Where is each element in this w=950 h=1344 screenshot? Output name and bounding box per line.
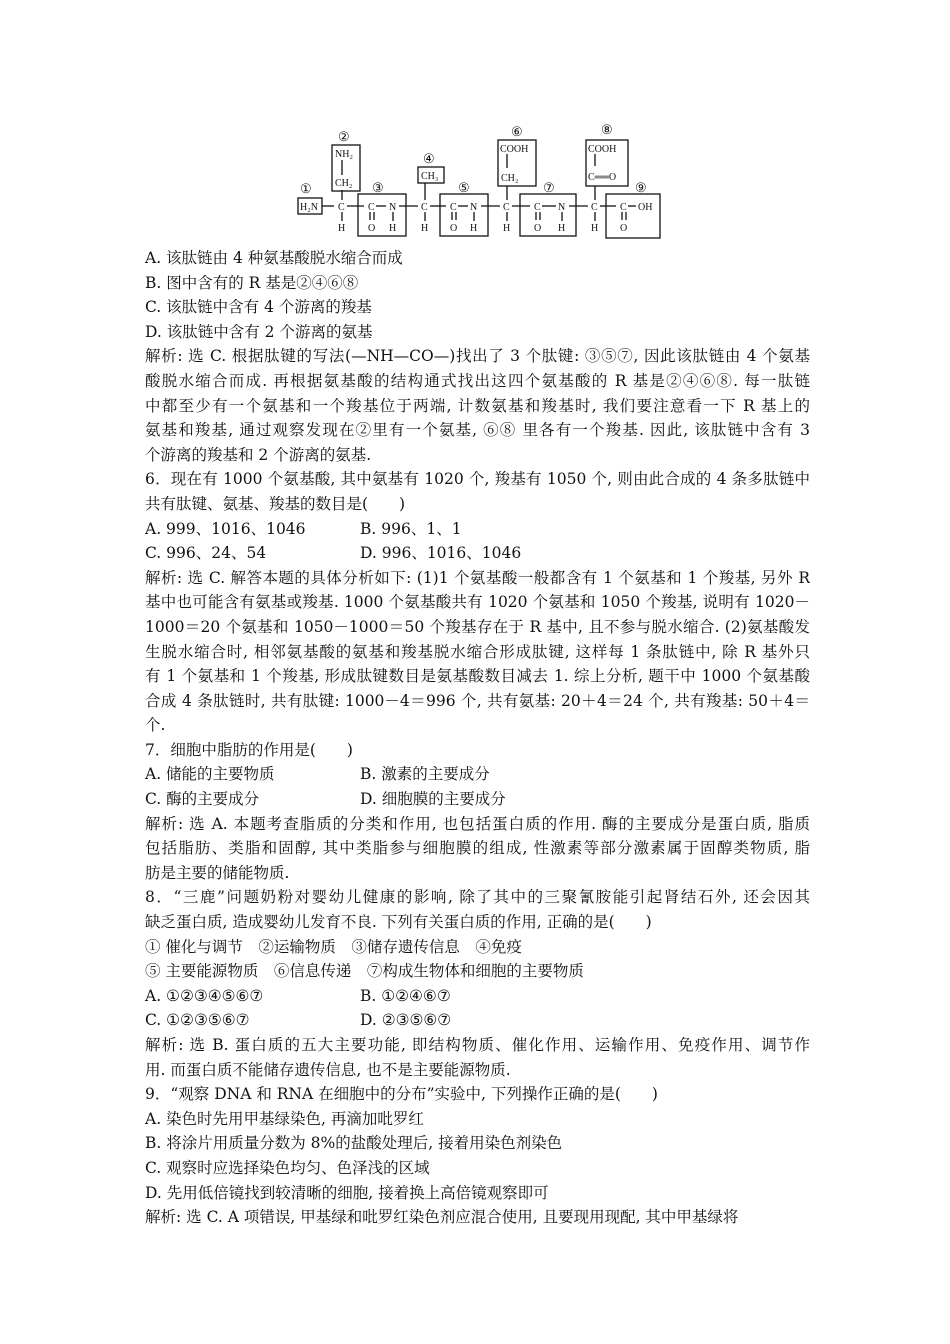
- q8-options-row-2: [145, 1008, 810, 1033]
- q8-option-b: B. ①②④⑥⑦: [360, 986, 451, 1005]
- q6-option-c: C. 996、24、54: [145, 544, 267, 563]
- q8-option-d: D. ②③⑤⑥⑦: [360, 1011, 452, 1030]
- atom-c-1: C: [338, 202, 345, 213]
- atom-n-1: N: [389, 202, 397, 213]
- q8-items-1: ① 催化与调节 ②运输物质 ③储存遗传信息 ④免疫: [145, 937, 522, 956]
- label-7: ⑦: [543, 180, 555, 195]
- q7-options-row-1: [145, 762, 810, 787]
- label-4: ④: [423, 151, 435, 166]
- q6-options-row-2: [145, 541, 810, 566]
- box-7-peptide-bond: [520, 194, 576, 236]
- question-line: 8．“三鹿”问题奶粉对婴幼儿健康的影响, 除了其中的三聚氰胺能引起肾结石外, 还会因其: [145, 888, 810, 907]
- atom-o-2: O: [450, 223, 458, 234]
- atom-n-2: N: [470, 202, 478, 213]
- group-cooh-b: COOH: [588, 144, 617, 155]
- q8-options-row-1: [145, 984, 810, 1009]
- atom-c-5: C: [503, 202, 510, 213]
- q9-analysis: 解析: 选 C. A 项错误, 甲基绿和吡罗红染色剂应混合使用, 且要现用现配, 其中甲基绿将: [145, 1208, 739, 1227]
- atom-c-7: C: [591, 202, 598, 213]
- q8-option-a: A. ①②③④⑤⑥⑦: [145, 986, 264, 1005]
- atom-h-3: H: [421, 223, 429, 234]
- analysis-line: 1000＝20 个氨基和 1050－1000＝50 个羧基存在于 R 基中, 且不参与脱水缩合. (2)氨基酸发: [145, 617, 810, 636]
- q9-stem: 9．“观察 DNA 和 RNA 在细胞中的分布”实验中, 下列操作正确的是( ): [145, 1085, 658, 1104]
- q5-option-b: B. 图中含有的 R 基是②④⑥⑧: [145, 273, 359, 292]
- analysis-line: 酸脱水缩合而成. 再根据氨基酸的结构通式找出这四个氨基酸的 R 基是②④⑥⑧. 每一肽链: [145, 371, 810, 390]
- analysis-line: 个游离的羧基和 2 个游离的氨基.: [145, 445, 372, 464]
- questions-body: [145, 246, 810, 1230]
- q8-option-c: C. ①②③⑤⑥⑦: [145, 1011, 250, 1030]
- q8-items-2: ⑤ 主要能源物质 ⑥信息传递 ⑦构成生物体和细胞的主要物质: [145, 962, 584, 981]
- atom-h-5: H: [503, 223, 511, 234]
- q6-analysis: [145, 566, 810, 738]
- analysis-line: 中都至少有一个氨基和一个羧基位于两端, 计数氨基和羧基时, 我们要注意看一下 R 基上的: [145, 396, 810, 415]
- q7-option-b: B. 激素的主要成分: [360, 765, 490, 784]
- analysis-line: 生脱水缩合时, 相邻氨基酸的氨基和羧基脱水缩合形成肽键, 这样每 1 条肽链中, 除 R 基外只: [145, 642, 810, 661]
- group-nh2: NH₂: [335, 149, 353, 160]
- analysis-line: 解析: 选 C. 解答本题的具体分析如下: (1)1 个氨基酸一般都含有 1 个氨基和 1 个羧基, 另外 R: [145, 568, 810, 587]
- atom-o-4: O: [620, 223, 628, 234]
- atom-h-6: H: [558, 223, 566, 234]
- label-5: ⑤: [458, 180, 470, 195]
- peptide-structure-diagram: [290, 120, 670, 242]
- q5-analysis: [145, 344, 810, 467]
- group-h2n: H₂N: [300, 202, 318, 213]
- question-line: 6．现在有 1000 个氨基酸, 其中氨基有 1020 个, 羧基有 1050 个, 则由此合成的 4 条多肽链中: [145, 470, 810, 489]
- analysis-line: 合成 4 条肽链时, 共有肽键: 1000－4＝996 个, 共有氨基: 20＋4＝24 个, 共有羧基: 50＋4＝: [145, 691, 810, 710]
- analysis-line: 个.: [145, 716, 166, 735]
- group-oh: OH: [638, 202, 653, 213]
- analysis-line: 基中也可能含有氨基或羧基. 1000 个氨基酸共有 1020 个氨基和 1050 个羧基, 说明有 1020－: [145, 593, 810, 612]
- q5-options: [145, 246, 810, 344]
- atom-o-3: O: [534, 223, 542, 234]
- atom-c-6: C: [534, 202, 541, 213]
- q6-option-b: B. 996、1、1: [360, 519, 462, 538]
- label-2: ②: [338, 129, 350, 144]
- label-1: ①: [300, 181, 312, 196]
- group-ch3: CH₃: [421, 171, 439, 182]
- q6-options-row-1: [145, 517, 810, 542]
- atom-o-1: O: [368, 223, 376, 234]
- q7-option-c: C. 酶的主要成分: [145, 790, 260, 809]
- atom-h-2: H: [389, 223, 397, 234]
- analysis-line: 氨基和羧基, 通过观察发现在②里有一个氨基, ⑥⑧ 里各有一个羧基. 因此, 该肽链中含有 3: [145, 421, 810, 440]
- label-8: ⑧: [601, 122, 613, 137]
- analysis-line: 解析: 选 B. 蛋白质的五大主要功能, 即结构物质、催化作用、运输作用、免疫作用、调节作: [145, 1036, 810, 1054]
- question-line: 缺乏蛋白质, 造成婴幼儿发育不良. 下列有关蛋白质的作用, 正确的是( ): [145, 913, 652, 932]
- q7-option-d: D. 细胞膜的主要成分: [360, 790, 506, 809]
- analysis-line: 解析: 选 A. 本题考查脂质的分类和作用, 也包括蛋白质的作用. 酶的主要成分是蛋白质, 脂质: [145, 814, 810, 833]
- group-c-double-o: C══O: [588, 172, 617, 183]
- atom-c-3: C: [421, 202, 428, 213]
- q9-option-b: B. 将涂片用质量分数为 8%的盐酸处理后, 接着用染色剂染色: [145, 1134, 563, 1153]
- q7-analysis: [145, 812, 810, 886]
- atom-c-4: C: [450, 202, 457, 213]
- label-6: ⑥: [511, 124, 523, 139]
- atom-h-4: H: [470, 223, 478, 234]
- analysis-line: 肪是主要的储能物质.: [145, 863, 290, 882]
- q6-option-a: A. 999、1016、1046: [145, 519, 306, 538]
- q6-stem: [145, 467, 810, 516]
- group-ch2-a: CH₂: [335, 178, 353, 189]
- q7-options-row-2: [145, 787, 810, 812]
- q9-option-d: D. 先用低倍镜找到较清晰的细胞, 接着换上高倍镜观察即可: [145, 1183, 549, 1202]
- atom-h-1: H: [338, 223, 346, 234]
- q6-option-d: D. 996、1016、1046: [360, 544, 522, 563]
- q7-option-a: A. 储能的主要物质: [145, 765, 275, 784]
- q9-option-a: A. 染色时先用甲基绿染色, 再滴加吡罗红: [145, 1109, 424, 1128]
- q7-stem: 7．细胞中脂肪的作用是( ): [145, 740, 353, 759]
- analysis-line: 有 1 个氨基和 1 个羧基, 形成肽键数目是氨基酸数目减去 1. 综上分析, 题干中 1000 个氨基酸: [145, 667, 810, 686]
- question-line: 共有肽键、氨基、羧基的数目是( ): [145, 494, 406, 513]
- analysis-line: 包括脂肪、类脂和固醇, 其中类脂参与细胞膜的组成, 性激素等部分激素属于固醇类物质, 脂: [145, 839, 810, 858]
- atom-n-3: N: [558, 202, 566, 213]
- box-9-carboxyl: [606, 194, 660, 238]
- q9-option-c: C. 观察时应选择染色均匀、色泽浅的区域: [145, 1158, 430, 1177]
- q8-analysis: [145, 1033, 810, 1082]
- label-9: ⑨: [635, 180, 647, 195]
- analysis-line: 解析: 选 C. 根据肽键的写法(—NH—CO—)找出了 3 个肽键: ③⑤⑦, 因此该肽链由 4 个氨基: [145, 347, 810, 366]
- q8-stem: [145, 885, 810, 934]
- atom-h-7: H: [591, 223, 599, 234]
- box-3-peptide-bond: [358, 194, 406, 236]
- atom-c-2: C: [368, 202, 375, 213]
- analysis-line: 用. 而蛋白质不能储存遗传信息, 也不是主要能源物质.: [145, 1060, 511, 1079]
- q5-option-a: A. 该肽链由 4 种氨基酸脱水缩合而成: [145, 249, 403, 267]
- label-3: ③: [372, 180, 384, 195]
- group-ch2-b: CH₂: [501, 173, 519, 184]
- q5-option-c: C. 该肽链中含有 4 个游离的羧基: [145, 298, 372, 317]
- atom-c-8: C: [620, 202, 627, 213]
- q5-option-d: D. 该肽链中含有 2 个游离的氨基: [145, 322, 373, 341]
- box-5-peptide-bond: [440, 194, 488, 236]
- group-cooh-a: COOH: [500, 144, 529, 155]
